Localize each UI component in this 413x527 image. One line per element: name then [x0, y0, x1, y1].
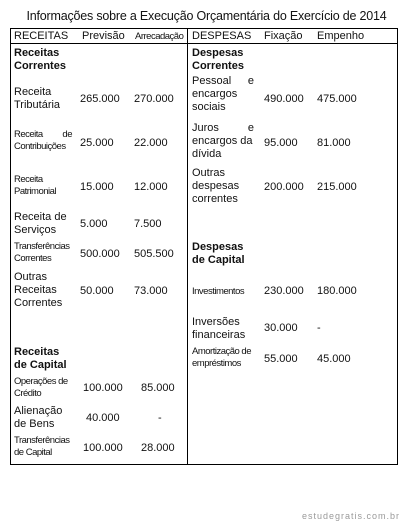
- header-fixacao: Fixação: [264, 30, 303, 42]
- amortizacao-emprestimos-fixacao: 55.000: [264, 353, 298, 365]
- operacoes-credito-previsao: 100.000: [83, 382, 123, 394]
- receita-contribuicoes-previsao: 25.000: [80, 137, 114, 149]
- receita-patrimonial-label: Receita Patrimonial: [14, 174, 57, 197]
- transferencias-correntes-label: Transferências Correntes: [14, 241, 70, 264]
- receita-patrimonial-arrecadacao: 12.000: [134, 181, 168, 193]
- transferencias-correntes-previsao: 500.000: [80, 248, 120, 260]
- receitas-capital-heading: Receitas de Capital: [14, 346, 67, 371]
- outras-despesas-fixacao: 200.000: [264, 181, 304, 193]
- amortizacao-emprestimos-label: Amortização de empréstimos: [192, 346, 252, 369]
- inversoes-financeiras-empenho: -: [317, 322, 321, 334]
- header-despesas: DESPESAS: [192, 30, 252, 42]
- receita-contribuicoes-arrecadacao: 22.000: [134, 137, 168, 149]
- juros-encargos-fixacao: 95.000: [264, 137, 298, 149]
- outras-despesas-empenho: 215.000: [317, 181, 357, 193]
- transferencias-correntes-arrecadacao: 505.500: [134, 248, 174, 260]
- column-divider: [187, 29, 188, 464]
- transferencias-capital-previsao: 100.000: [83, 442, 123, 454]
- juros-encargos-empenho: 81.000: [317, 137, 351, 149]
- header-receitas: RECEITAS: [14, 30, 69, 42]
- outras-despesas-label: Outras despesas correntes: [192, 167, 240, 205]
- receita-contribuicoes-label: Receita de Contribuições: [14, 129, 72, 152]
- outras-receitas-arrecadacao: 73.000: [134, 285, 168, 297]
- operacoes-credito-label: Operações de Crédito: [14, 376, 68, 399]
- despesas-capital-heading: Despesas de Capital: [192, 241, 245, 266]
- receita-servicos-arrecadacao: 7.500: [134, 218, 162, 230]
- investimentos-label: Investimentos: [192, 286, 245, 297]
- receita-tributaria-previsao: 265.000: [80, 93, 120, 105]
- alienacao-bens-label: Alienação de Bens: [14, 405, 63, 430]
- alienacao-bens-previsao: 40.000: [86, 412, 120, 424]
- header-empenho: Empenho: [317, 30, 365, 42]
- outras-receitas-label: Outras Receitas Correntes: [14, 271, 63, 309]
- amortizacao-emprestimos-empenho: 45.000: [317, 353, 351, 365]
- inversoes-financeiras-fixacao: 30.000: [264, 322, 298, 334]
- receita-servicos-label: Receita de Serviços: [14, 211, 67, 236]
- outras-receitas-previsao: 50.000: [80, 285, 114, 297]
- receita-patrimonial-previsao: 15.000: [80, 181, 114, 193]
- receitas-correntes-heading: Receitas Correntes: [14, 47, 66, 72]
- pessoal-encargos-empenho: 475.000: [317, 93, 357, 105]
- transferencias-capital-arrecadacao: 28.000: [141, 442, 175, 454]
- receita-tributaria-arrecadacao: 270.000: [134, 93, 174, 105]
- header-arrecadacao: Arrecadação: [135, 31, 184, 42]
- investimentos-fixacao: 230.000: [264, 285, 304, 297]
- header-previsao: Previsão: [82, 30, 125, 42]
- pessoal-encargos-label: Pessoal e encargos sociais: [192, 75, 254, 113]
- receita-tributaria-label: Receita Tributária: [14, 86, 61, 111]
- despesas-correntes-heading: Despesas Correntes: [192, 47, 244, 72]
- transferencias-capital-label: Transferências de Capital: [14, 435, 70, 458]
- juros-encargos-label: Juros e encargos da dívida: [192, 122, 254, 160]
- page-title: Informações sobre a Execução Orçamentária do Exercício de 2014: [26, 9, 387, 23]
- alienacao-bens-arrecadacao: -: [158, 412, 162, 424]
- watermark: estudegratis.com.br: [301, 511, 400, 521]
- pessoal-encargos-fixacao: 490.000: [264, 93, 304, 105]
- budget-table: [10, 28, 398, 465]
- operacoes-credito-arrecadacao: 85.000: [141, 382, 175, 394]
- receita-servicos-previsao: 5.000: [80, 218, 108, 230]
- header-divider: [11, 43, 397, 44]
- investimentos-empenho: 180.000: [317, 285, 357, 297]
- inversoes-financeiras-label: Inversões financeiras: [192, 316, 246, 341]
